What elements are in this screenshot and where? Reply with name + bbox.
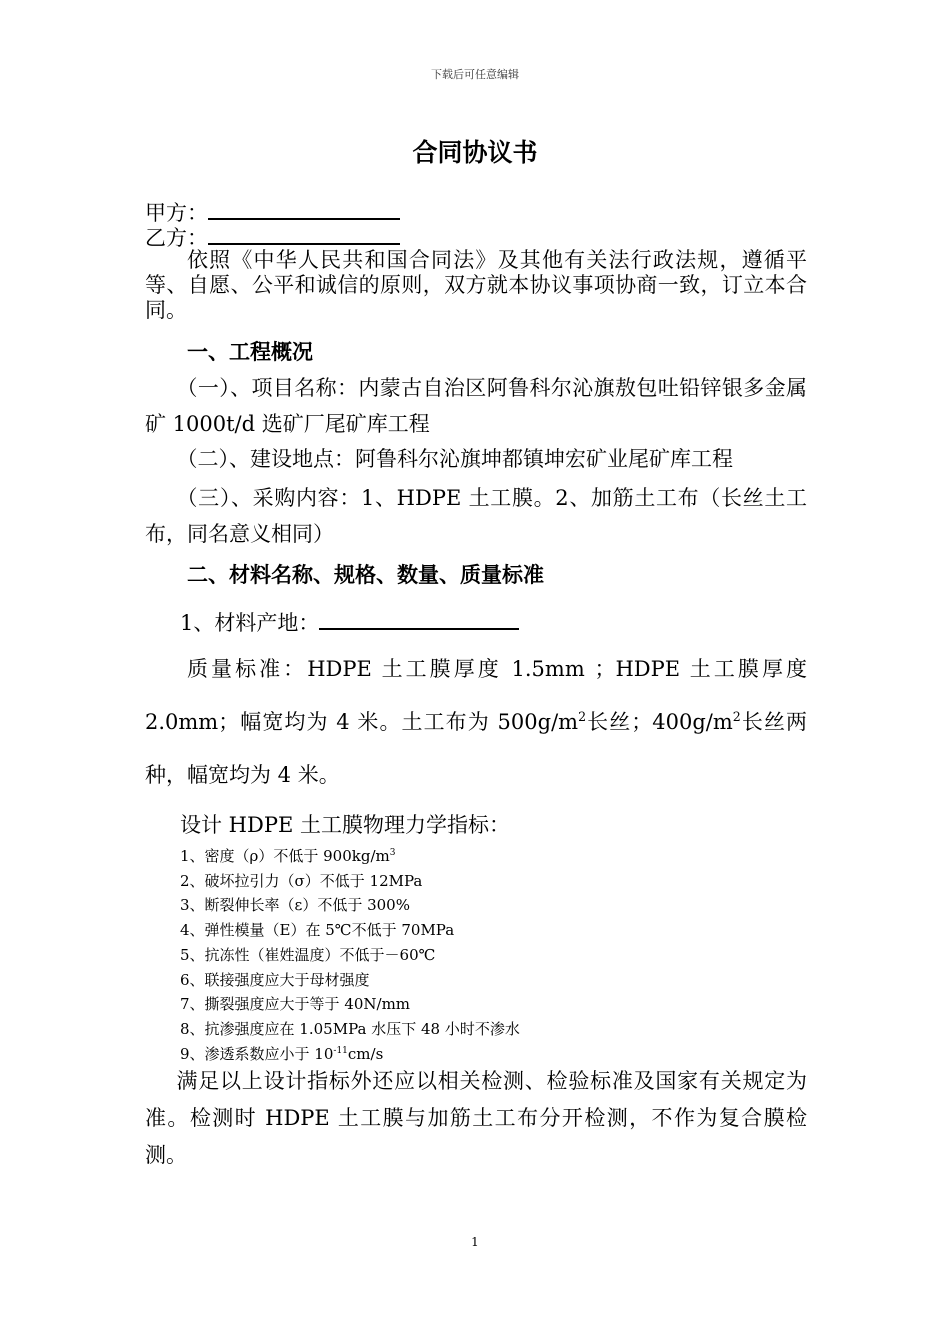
document-title: 合同协议书 [412, 138, 538, 167]
spec-item-2: 2、破坏拉引力（σ）不低于 12MPa [180, 871, 423, 890]
origin-line [145, 608, 807, 633]
quality-standard-paragraph [145, 643, 807, 802]
spec-sup-9: -11 [333, 1045, 348, 1056]
design-heading: 设计 HDPE 土工膜物理力学指标： [180, 813, 510, 837]
party-a-line [145, 198, 807, 223]
spec-item-6: 6、联接强度应大于母材强度 [180, 970, 370, 989]
spec-tail-9: cm/s [347, 1044, 384, 1063]
document-body [145, 198, 807, 1174]
page-number: 1 [471, 1235, 479, 1249]
party-a-label: 甲方： [145, 201, 208, 225]
spec-item-8: 8、抗渗强度应在 1.05MPa 水压下 48 小时不渗水 [180, 1019, 520, 1038]
spec-item-7: 7、撕裂强度应大于等于 40N/mm [180, 995, 411, 1014]
spec-item-3: 3、断裂伸长率（ε）不低于 300% [180, 896, 410, 915]
quality-sup-1: 2 [578, 709, 587, 724]
spec-item-1 [180, 844, 807, 869]
origin-blank [319, 608, 519, 630]
quality-text-a: 质量标准：HDPE 土工膜厚度 1.5mm ；HDPE 土工膜厚度 2.0mm；幅宽均为 4 米。土工布为 500g/m [145, 657, 807, 734]
spec-text-9: 9、渗透系数应小于 10 [180, 1044, 334, 1063]
spec-list [145, 844, 807, 1066]
origin-label: 1、材料产地： [180, 611, 320, 635]
page-header-note: 下载后可任意编辑 [431, 68, 519, 81]
quality-text-c: 长丝两种，幅宽均为 4 米。 [145, 710, 808, 787]
section2-heading: 二、材料名称、规格、数量、质量标准 [187, 563, 544, 587]
section1-heading: 一、工程概况 [187, 340, 313, 364]
spec-item-4: 4、弹性模量（E）在 5℃不低于 70MPa [180, 921, 455, 940]
party-a-blank [208, 198, 400, 220]
spec-sup-1: 3 [389, 848, 396, 858]
party-b-blank [208, 223, 400, 245]
quality-text-b: 长丝；400g/m [586, 710, 733, 734]
closing-paragraph: 满足以上设计指标外还应以相关检测、检验标准及国家有关规定为准。检测时 HDPE 土工膜与加筋土工布分开检测，不作为复合膜检测。 [145, 1069, 807, 1168]
intro-paragraph: 依照《中华人民共和国合同法》及其他有关法行政法规，遵循平等、自愿、公平和诚信的原则，双方就本协议事项协商一致，订立本合同。 [145, 248, 807, 322]
party-b-label: 乙方： [145, 226, 208, 250]
spec-text-1: 1、密度（ρ）不低于 900kg/m [180, 847, 390, 865]
party-b-line [145, 223, 807, 248]
spec-item-5: 5、抗冻性（崔姓温度）不低于－60℃ [180, 945, 436, 964]
section1-item3: （三）、采购内容：1、HDPE 土工膜。2、加筋土工布（长丝土工布，同名意义相同） [145, 486, 807, 546]
section1-item1: （一）、项目名称：内蒙古自治区阿鲁科尔沁旗敖包吐铅锌银多金属矿 1000t/d 选矿厂尾矿库工程 [145, 376, 807, 436]
section1-item2: （二）、建设地点：阿鲁科尔沁旗坤都镇坤宏矿业尾矿库工程 [176, 447, 733, 471]
quality-sup-2: 2 [732, 709, 741, 724]
